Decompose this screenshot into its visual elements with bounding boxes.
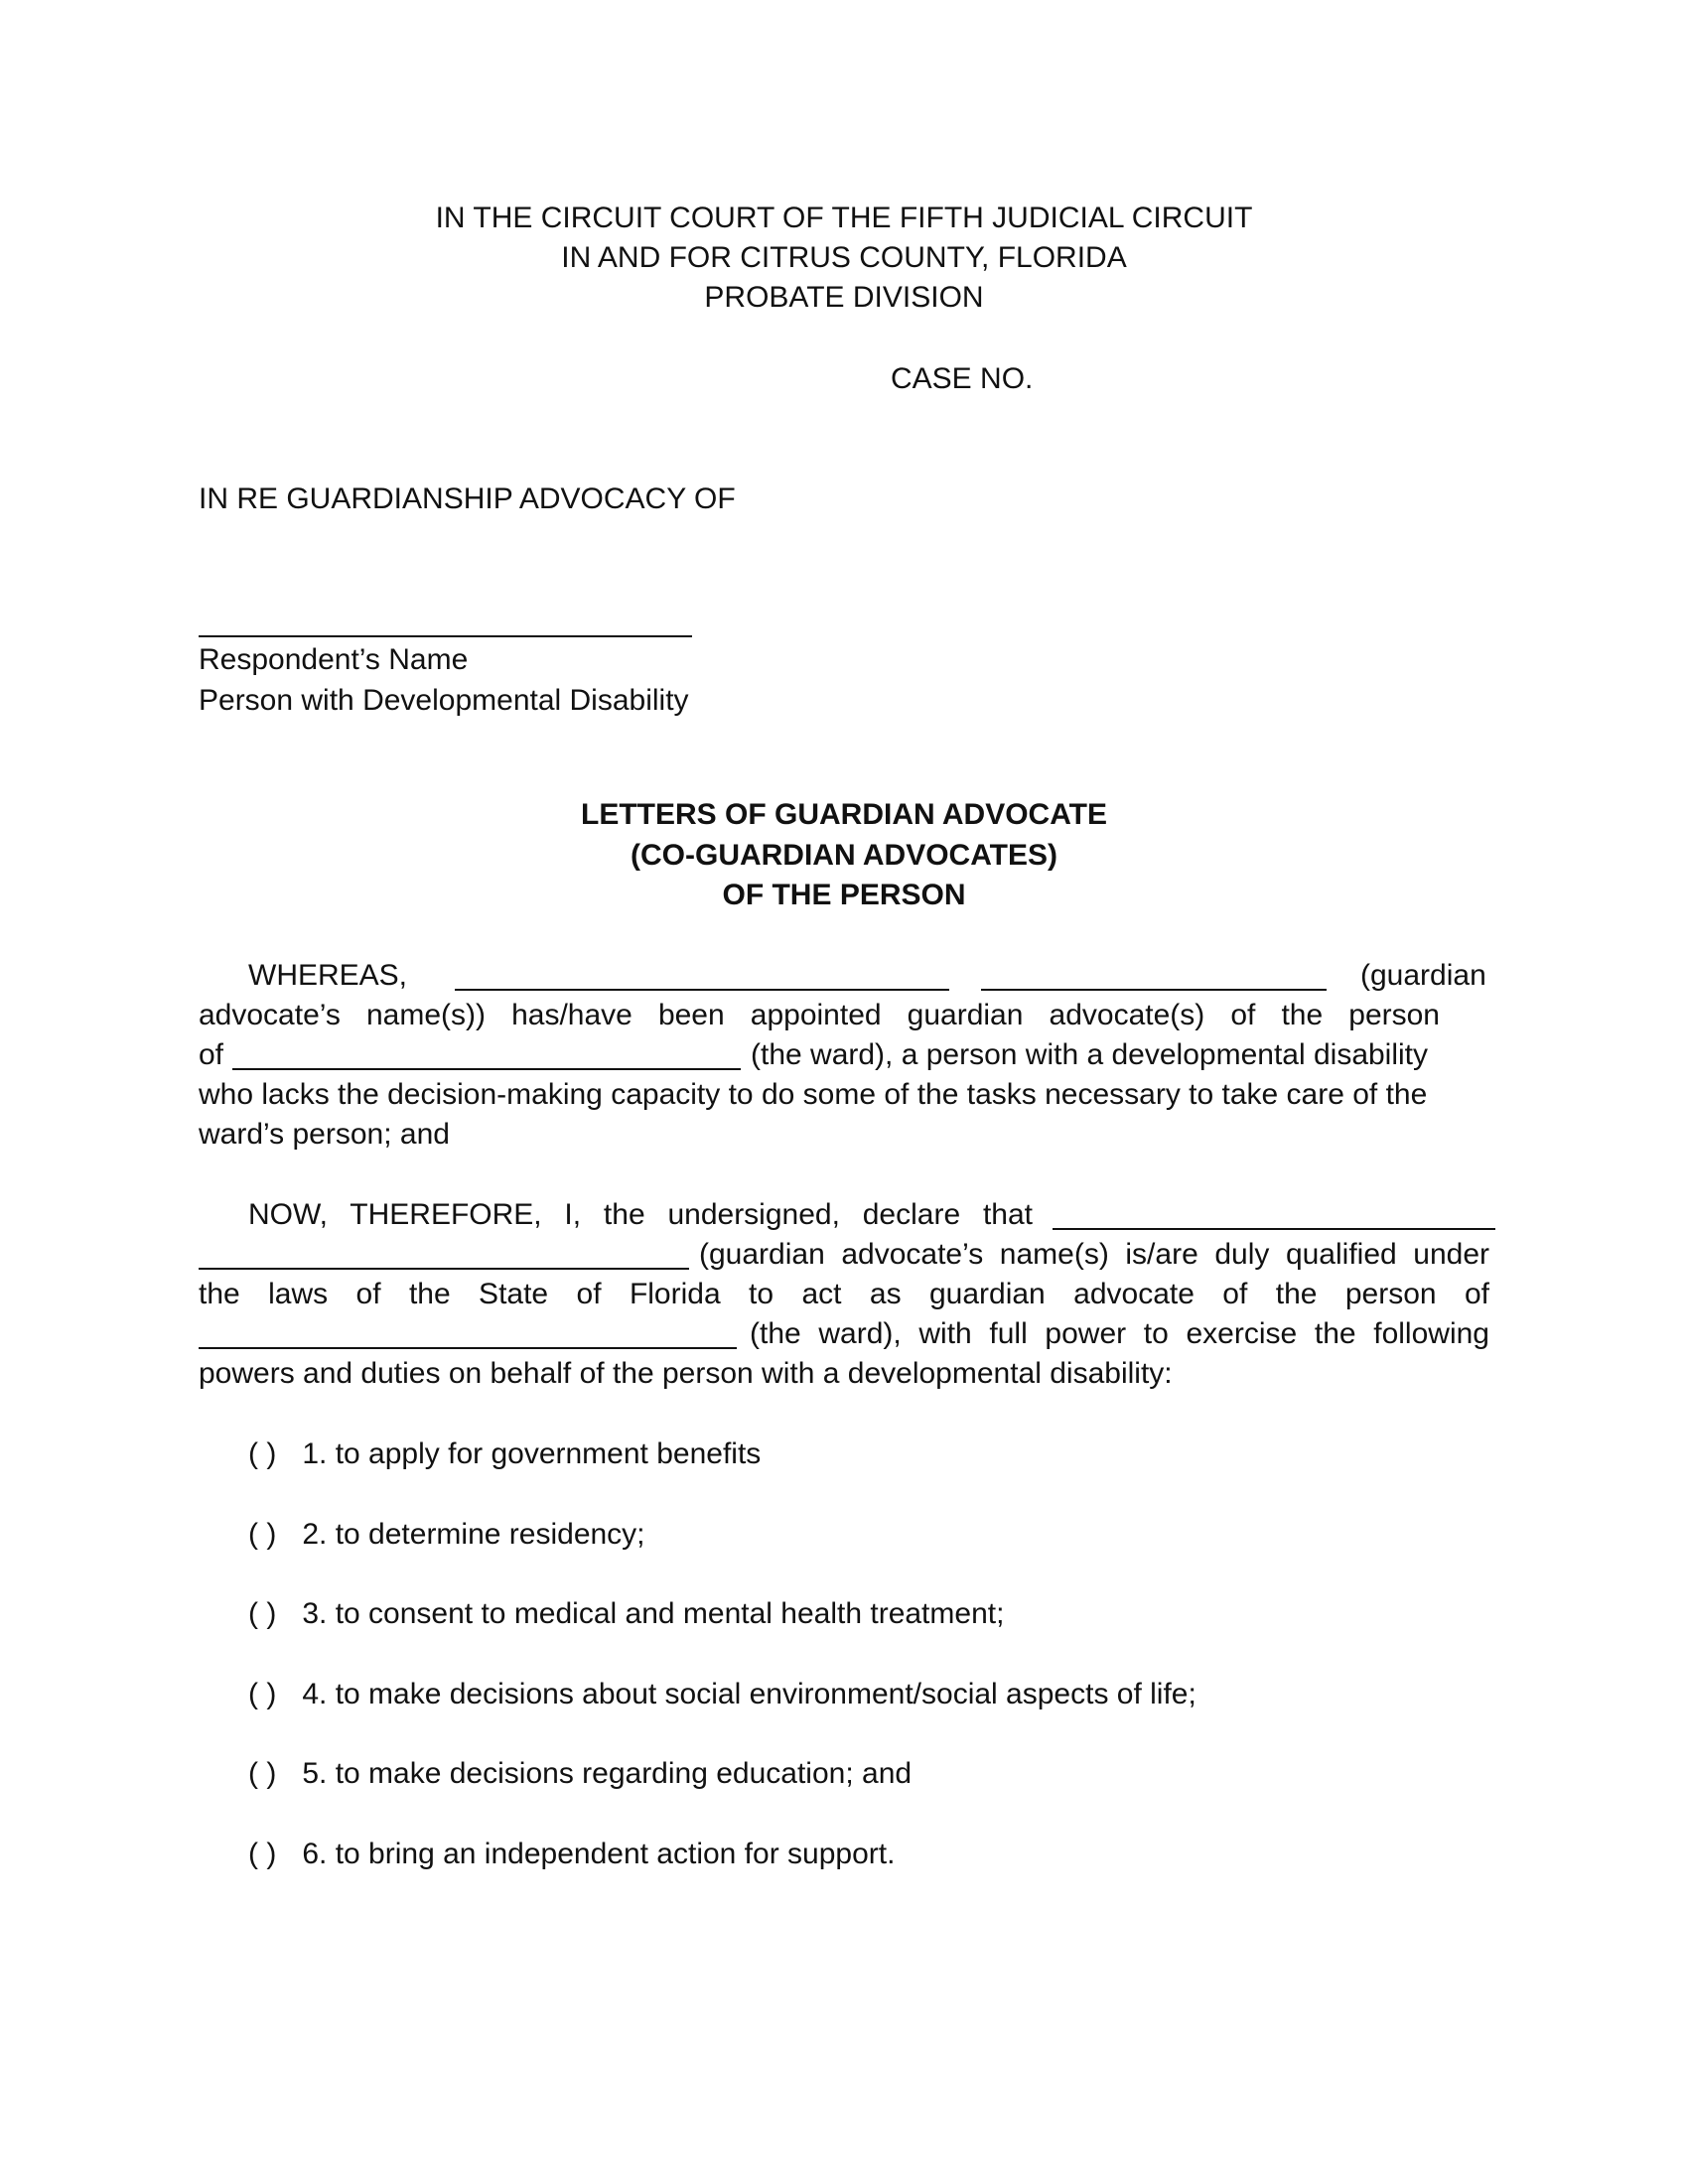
respondent-sublabel: Person with Developmental Disability [199,684,689,717]
case-number-label: CASE NO. [891,362,1034,395]
now-therefore-lead: NOW, THEREFORE, I, the undersigned, declare that [248,1198,1033,1231]
power-item-5 [248,1756,912,1792]
whereas-line-5: ward’s person; and [199,1118,450,1151]
now-therefore-qualified-text: (guardian advocate’s name(s) is/are duly qualified under [699,1238,1489,1271]
power-checkbox-4[interactable]: ( ) [248,1678,277,1710]
power-item-4 [248,1677,1196,1712]
now-therefore-line-5: powers and duties on behalf of the person with a developmental disability: [199,1357,1173,1390]
power-item-6 [248,1837,895,1872]
document-subtitle: (CO-GUARDIAN ADVOCATES) [631,839,1057,872]
power-checkbox-2[interactable]: ( ) [248,1518,277,1551]
whereas-lead: WHEREAS, [248,959,408,992]
power-checkbox-6[interactable]: ( ) [248,1838,277,1870]
document-title: LETTERS OF GUARDIAN ADVOCATE [581,798,1107,831]
power-item-3 [248,1596,1004,1632]
now-therefore-ward-text: (the ward), with full power to exercise the following [750,1317,1489,1350]
guardian-advocate-name-blank-1[interactable] [455,989,949,991]
power-text-2: 2. to determine residency; [302,1518,645,1551]
whereas-line-4: who lacks the decision-making capacity to do some of the tasks necessary to take care of the [199,1078,1428,1111]
ward-name-blank-2[interactable] [199,1347,737,1349]
power-text-3: 3. to consent to medical and mental health treatment; [302,1597,1005,1630]
whereas-line-2: advocate’s name(s)) has/have been appointed guardian advocate(s) of the person [199,999,1440,1031]
power-checkbox-1[interactable]: ( ) [248,1437,277,1470]
court-county-line: IN AND FOR CITRUS COUNTY, FLORIDA [561,241,1127,274]
document-title-line3: OF THE PERSON [722,879,966,911]
court-name-line: IN THE CIRCUIT COURT OF THE FIFTH JUDICIAL CIRCUIT [435,202,1253,234]
whereas-guardian-label: (guardian [1360,959,1486,992]
whereas-of-label: of [199,1038,224,1071]
ward-name-blank-1[interactable] [232,1068,741,1070]
power-text-5: 5. to make decisions regarding education; and [302,1757,913,1790]
power-text-6: 6. to bring an independent action for support. [302,1838,896,1870]
power-checkbox-5[interactable]: ( ) [248,1757,277,1790]
guardian-advocate-name-blank-3[interactable] [1053,1228,1495,1230]
guardian-advocate-name-blank-4[interactable] [199,1268,689,1270]
guardian-advocate-name-blank-2[interactable] [981,989,1327,991]
respondent-name-label: Respondent’s Name [199,643,469,676]
power-text-1: 1. to apply for government benefits [302,1437,762,1470]
power-checkbox-3[interactable]: ( ) [248,1597,277,1630]
court-division-line: PROBATE DIVISION [704,281,984,314]
power-text-4: 4. to make decisions about social environment/social aspects of life; [302,1678,1196,1710]
power-item-1 [248,1436,761,1472]
power-item-2 [248,1517,645,1553]
in-re-caption: IN RE GUARDIANSHIP ADVOCACY OF [199,482,736,515]
whereas-ward-text: (the ward), a person with a developmental disability [751,1038,1429,1071]
now-therefore-line-3: the laws of the State of Florida to act as guardian advocate of the person of [199,1278,1489,1310]
respondent-name-blank[interactable] [199,635,692,637]
